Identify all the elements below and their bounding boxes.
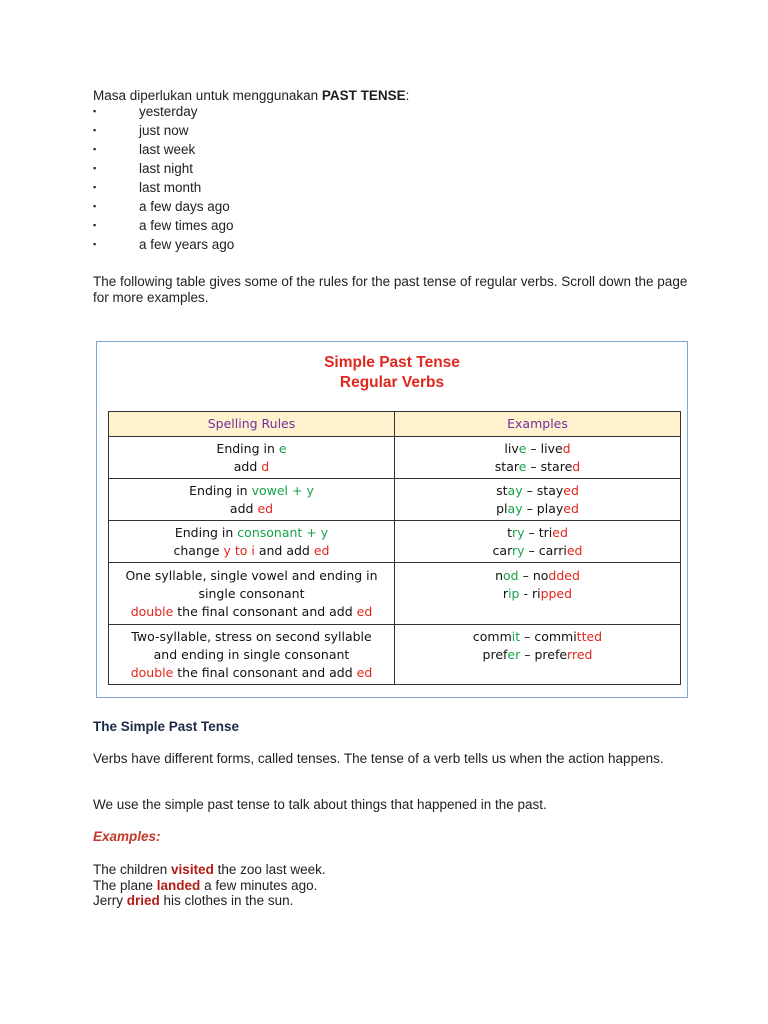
intro-colon: : [405, 88, 410, 103]
bullet-marker: ▪ [93, 239, 97, 249]
figure-title-line1: Simple Past Tense [324, 354, 460, 371]
bullet-marker: ▪ [93, 125, 97, 135]
bullet-marker: ▪ [93, 144, 97, 154]
list-item-text: last night [139, 161, 194, 176]
rule-cell: One syllable, single vowel and ending in single consonant double the final consonant and add ed [109, 563, 395, 625]
spelling-rules-table [108, 411, 681, 685]
tenses-paragraph: Verbs have different forms, called tenses. The tense of a verb tells us when the action happens. [93, 751, 664, 766]
column-header-examples: Examples [395, 412, 681, 437]
usage-paragraph: We use the simple past tense to talk about things that happened in the past. [93, 797, 547, 812]
rule-cell: Two-syllable, stress on second syllable and ending in single consonant double the final consonant and add ed [109, 625, 395, 685]
example-cell: live – lived stare – stared [395, 437, 681, 479]
list-item-text: a few years ago [139, 237, 235, 252]
example-sentence: Jerry dried his clothes in the sun. [93, 893, 294, 908]
list-item-text: last month [139, 180, 202, 195]
example-cell: nod – nodded rip - ripped [395, 563, 681, 625]
rule-cell: Ending in vowel + y add ed [109, 479, 395, 521]
figure-title [97, 353, 687, 393]
intro-paragraph: The following table gives some of the rules for the past tense of regular verbs. Scroll down the page for more examples. [93, 274, 688, 305]
rule-cell: Ending in consonant + y change y to i and add ed [109, 521, 395, 563]
table-header-row [109, 412, 681, 437]
example-cell: commit – committed prefer – preferred [395, 625, 681, 685]
list-item-text: a few days ago [139, 199, 230, 214]
list-item-text: yesterday [139, 104, 198, 119]
column-header-rules: Spelling Rules [109, 412, 395, 437]
examples-label: Examples: [93, 829, 161, 844]
table-row [109, 521, 681, 563]
list-item-text: a few times ago [139, 218, 234, 233]
bullet-marker: ▪ [93, 182, 97, 192]
table-row [109, 479, 681, 521]
table-row [109, 625, 681, 685]
section-heading: The Simple Past Tense [93, 719, 240, 734]
figure-title-line2: Regular Verbs [339, 374, 445, 391]
bullet-marker: ▪ [93, 163, 97, 173]
example-sentence: The plane landed a few minutes ago. [93, 877, 318, 893]
rule-cell: Ending in e add d [109, 437, 395, 479]
intro-text: Masa diperlukan untuk menggunakan [93, 88, 322, 103]
example-sentence: The children visited the zoo last week. [93, 862, 326, 877]
table-row [109, 563, 681, 625]
list-item-text: last week [139, 142, 196, 157]
bullet-marker: ▪ [93, 201, 97, 211]
rules-figure [96, 341, 688, 698]
bullet-marker: ▪ [93, 220, 97, 230]
examples-list [93, 862, 326, 909]
bullet-marker: ▪ [93, 106, 97, 116]
example-cell: try – tried carry – carried [395, 521, 681, 563]
example-cell: stay – stayed play – played [395, 479, 681, 521]
table-row [109, 437, 681, 479]
intro-bold: PAST TENSE [321, 88, 406, 103]
list-item-text: just now [139, 123, 189, 138]
